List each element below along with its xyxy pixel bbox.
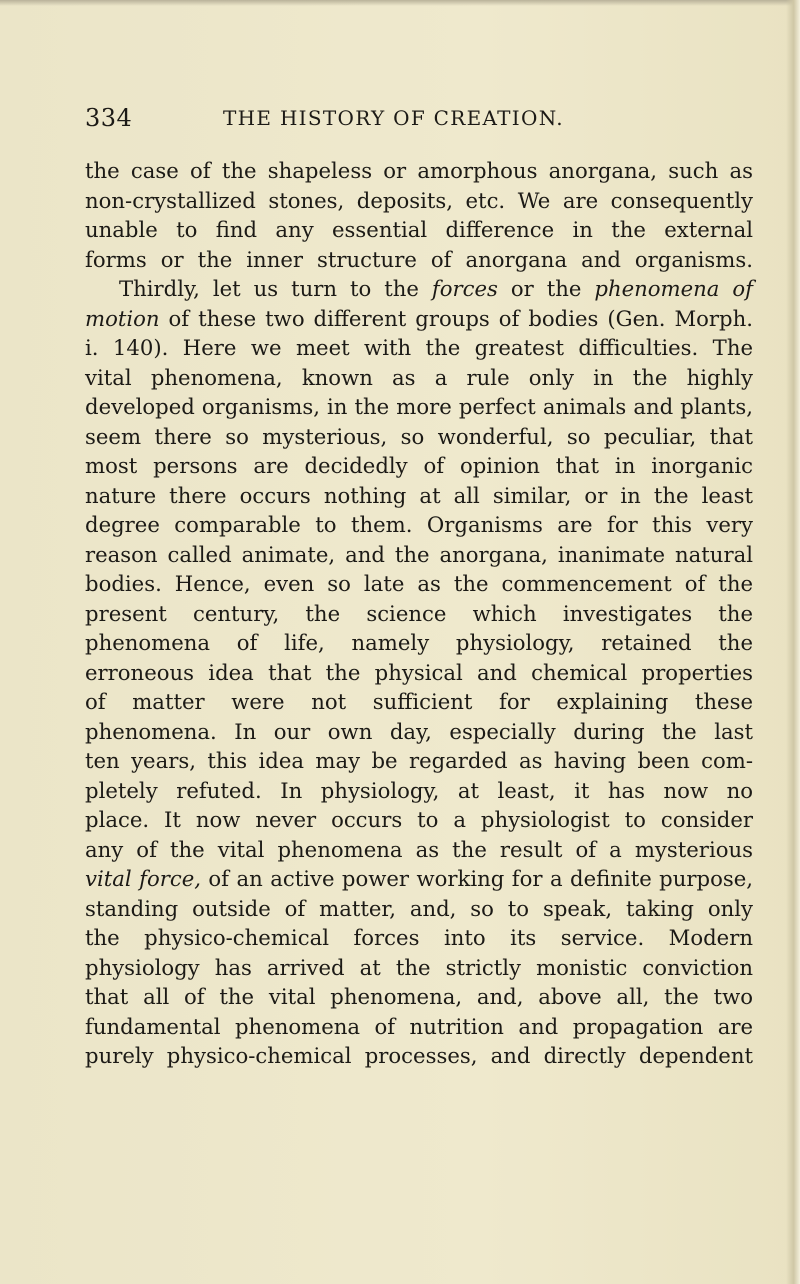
text-line bbox=[85, 304, 753, 334]
italic-text: phenomena of bbox=[594, 276, 753, 301]
text-line bbox=[85, 746, 753, 776]
text-run: that all of the vital phenomena, and, above all, the two bbox=[85, 984, 753, 1009]
text-line bbox=[85, 717, 753, 747]
text-line bbox=[85, 835, 753, 865]
text-line bbox=[85, 982, 753, 1012]
italic-text: forces bbox=[431, 276, 498, 301]
text-line bbox=[85, 894, 753, 924]
body-text bbox=[85, 156, 753, 1071]
text-line bbox=[85, 186, 753, 216]
page-right-edge bbox=[786, 0, 800, 1284]
text-run: present century, the science which investigates the bbox=[85, 600, 753, 626]
text-line bbox=[85, 923, 753, 953]
text-line bbox=[85, 540, 753, 570]
text-line bbox=[85, 392, 753, 422]
text-line bbox=[85, 805, 753, 835]
text-line bbox=[85, 1012, 753, 1042]
page-header bbox=[0, 104, 800, 136]
text-line bbox=[85, 274, 753, 304]
text-line bbox=[85, 599, 753, 629]
text-run: non-crystallized stones, deposits, etc. We are consequently bbox=[85, 187, 753, 213]
text-run: purely physico-chemical processes, and directly dependent bbox=[85, 1043, 753, 1068]
italic-text: motion bbox=[85, 305, 160, 331]
text-run: phenomena of life, namely physiology, retained the bbox=[85, 630, 753, 655]
text-run: developed organisms, in the more perfect animals and plants, bbox=[85, 394, 753, 419]
text-run: unable to find any essential difference in the external bbox=[85, 217, 753, 242]
text-run: standing outside of matter, and, so to speak, taking only bbox=[85, 895, 753, 921]
text-line bbox=[85, 422, 753, 452]
text-line bbox=[85, 333, 753, 363]
running-head: THE HISTORY OF CREATION. bbox=[223, 106, 564, 130]
text-run: place. It now never occurs to a physiologist to consider bbox=[85, 807, 753, 832]
text-run: erroneous idea that the physical and chemical properties bbox=[85, 659, 753, 685]
text-line bbox=[85, 864, 753, 894]
text-run: fundamental phenomena of nutrition and propagation are bbox=[85, 1013, 753, 1039]
text-line bbox=[85, 451, 753, 481]
text-run: the case of the shapeless or amorphous anorgana, such as bbox=[85, 158, 753, 183]
text-run: Thirdly, let us turn to the bbox=[119, 276, 432, 301]
text-run: bodies. Hence, even so late as the commencement of the bbox=[85, 571, 753, 596]
text-line bbox=[85, 687, 753, 717]
text-line bbox=[85, 156, 753, 186]
text-line bbox=[85, 363, 753, 393]
text-run: any of the vital phenomena as the result of a mysterious bbox=[85, 836, 753, 862]
italic-text: vital force, bbox=[85, 866, 201, 891]
text-run: i. 140). Here we meet with the greatest difficulties. The bbox=[85, 335, 753, 360]
text-line bbox=[85, 776, 753, 806]
text-run: most persons are decidedly of opinion that in inorganic bbox=[85, 453, 753, 478]
text-run: nature there occurs nothing at all similar, or in the least bbox=[85, 482, 753, 508]
page-top-shadow bbox=[0, 0, 800, 6]
text-run: of these two different groups of bodies (Gen. Morph. bbox=[159, 305, 753, 331]
text-line bbox=[85, 245, 753, 275]
text-run: degree comparable to them. Organisms are for this very bbox=[85, 512, 753, 537]
text-line bbox=[85, 481, 753, 511]
text-run: of an active power working for a definite purpose, bbox=[200, 866, 753, 891]
text-run: physiology has arrived at the strictly monistic conviction bbox=[85, 954, 753, 980]
page-number: 334 bbox=[85, 104, 133, 132]
text-run: vital phenomena, known as a rule only in the highly bbox=[85, 364, 753, 390]
text-run: pletely refuted. In physiology, at least, it has now no bbox=[85, 777, 753, 803]
text-run: reason called animate, and the anorgana, inanimate natural bbox=[85, 541, 753, 567]
text-run: of matter were not sufficient for explaining these bbox=[85, 689, 753, 714]
text-run: or the bbox=[497, 276, 595, 301]
text-line bbox=[85, 510, 753, 540]
text-line bbox=[85, 628, 753, 658]
text-line bbox=[85, 569, 753, 599]
text-line bbox=[85, 1041, 753, 1071]
text-run: ten years, this idea may be regarded as having been com- bbox=[85, 748, 753, 773]
text-run: the physico-chemical forces into its service. Modern bbox=[85, 925, 753, 950]
text-run: phenomena. In our own day, especially during the last bbox=[85, 718, 753, 744]
text-run: forms or the inner structure of anorgana and organisms. bbox=[85, 246, 753, 272]
text-run: seem there so mysterious, so wonderful, so peculiar, that bbox=[85, 423, 753, 449]
text-line bbox=[85, 658, 753, 688]
text-line bbox=[85, 215, 753, 245]
text-line bbox=[85, 953, 753, 983]
